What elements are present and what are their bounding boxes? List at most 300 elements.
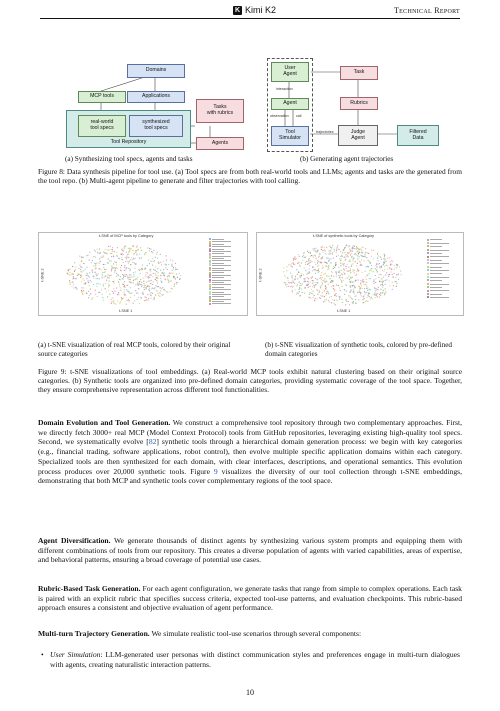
- tsne-point: [148, 277, 149, 278]
- real-world-specs-box: real-world tool specs: [78, 115, 126, 137]
- tsne-point: [304, 281, 305, 282]
- tsne-point: [150, 269, 151, 270]
- tsne-point: [319, 254, 320, 255]
- tsne-point: [133, 303, 134, 304]
- tsne-point: [135, 250, 136, 251]
- tsne-point: [127, 278, 128, 279]
- tsne-point: [324, 300, 325, 301]
- tsne-point: [338, 255, 339, 256]
- tsne-point: [98, 253, 99, 254]
- tsne-point: [322, 295, 323, 296]
- tsne-point: [152, 293, 153, 294]
- tsne-point: [78, 268, 79, 269]
- tsne-point: [69, 280, 70, 281]
- tsne-point: [328, 284, 329, 285]
- tsne-point: [362, 288, 363, 289]
- tsne-point: [362, 252, 363, 253]
- tsne-point: [130, 287, 131, 288]
- tsne-point: [90, 280, 91, 281]
- tsne-point: [351, 253, 352, 254]
- tsne-point: [289, 282, 290, 283]
- tsne-point: [124, 285, 125, 286]
- tsne-point: [297, 278, 298, 279]
- tsne-point: [88, 282, 89, 283]
- tsne-mcp-plot: [38, 232, 248, 316]
- tsne-point: [106, 291, 107, 292]
- tsne-point: [325, 295, 326, 296]
- tsne-point: [352, 286, 353, 287]
- tsne-point: [124, 247, 125, 248]
- tsne-point: [344, 273, 345, 274]
- tsne-point: [351, 290, 352, 291]
- tsne-point: [139, 270, 140, 271]
- tsne-point: [141, 284, 142, 285]
- tsne-point: [312, 276, 313, 277]
- tsne-point: [116, 267, 117, 268]
- tsne-point: [151, 251, 152, 252]
- tsne-point: [372, 298, 373, 299]
- tsne-point: [358, 279, 359, 280]
- tsne-point: [338, 271, 339, 272]
- tsne-point: [311, 255, 312, 256]
- tsne-point: [400, 270, 401, 271]
- tsne-point: [357, 271, 358, 272]
- tsne-point: [95, 272, 96, 273]
- tsne-point: [148, 278, 149, 279]
- tsne-point: [75, 266, 76, 267]
- tsne-point: [370, 289, 371, 290]
- tsne-point: [126, 285, 127, 286]
- tsne-point: [393, 273, 394, 274]
- tsne-point: [385, 280, 386, 281]
- tsne-point: [100, 261, 101, 262]
- tsne-point: [300, 266, 301, 267]
- tsne-point: [108, 290, 109, 291]
- tsne-point: [356, 265, 357, 266]
- tsne-point: [367, 290, 368, 291]
- tsne-point: [337, 300, 338, 301]
- tsne-point: [129, 300, 130, 301]
- tsne-point: [328, 267, 329, 268]
- tsne-point: [344, 294, 345, 295]
- tsne-point: [377, 253, 378, 254]
- tsne-point: [97, 249, 98, 250]
- tsne-point: [378, 289, 379, 290]
- tsne-point: [348, 256, 349, 257]
- tsne-point: [349, 261, 350, 262]
- tsne-point: [342, 277, 343, 278]
- tsne-point: [104, 269, 105, 270]
- tsne-point: [349, 248, 350, 249]
- tsne-point: [370, 263, 371, 264]
- tsne-point: [87, 281, 88, 282]
- citation-link[interactable]: 82: [148, 437, 157, 447]
- tsne-point: [100, 284, 101, 285]
- tsne-point: [336, 296, 337, 297]
- tsne-point: [321, 249, 322, 250]
- tsne-point: [144, 285, 145, 286]
- tsne-point: [158, 262, 159, 263]
- tsne-point: [285, 284, 286, 285]
- tsne-point: [380, 257, 381, 258]
- tsne-point: [120, 287, 121, 288]
- tsne-point: [134, 253, 135, 254]
- tsne-point: [98, 273, 99, 274]
- tsne-point: [102, 272, 103, 273]
- tsne-point: [365, 284, 366, 285]
- tsne-point: [385, 288, 386, 289]
- tsne-point: [157, 268, 158, 269]
- tsne-point: [69, 275, 70, 276]
- tsne-point: [300, 283, 301, 284]
- tsne-point: [334, 267, 335, 268]
- tsne-point: [352, 285, 353, 286]
- tsne-point: [121, 249, 122, 250]
- tsne-point: [307, 281, 308, 282]
- tsne-point: [299, 295, 300, 296]
- tsne-point: [325, 286, 326, 287]
- tsne-point: [150, 270, 151, 271]
- tsne-point: [359, 261, 360, 262]
- tsne-point: [336, 249, 337, 250]
- legend-swatch: [427, 296, 461, 299]
- tsne-point: [128, 263, 129, 264]
- tsne-point: [383, 271, 384, 272]
- tsne-point: [106, 269, 107, 270]
- tsne-point: [342, 252, 343, 253]
- tsne-synthetic-scatter: [267, 240, 417, 310]
- tsne-mcp-legend: [209, 238, 245, 305]
- tsne-point: [338, 249, 339, 250]
- tsne-point: [341, 273, 342, 274]
- tsne-point: [341, 258, 342, 259]
- figure8b-caption: (b) Generating agent trajectories: [300, 155, 394, 163]
- tsne-point: [164, 290, 165, 291]
- tsne-point: [314, 248, 315, 249]
- tsne-point: [308, 278, 309, 279]
- tsne-point: [147, 265, 148, 266]
- tsne-point: [309, 251, 310, 252]
- tsne-point: [163, 289, 164, 290]
- tsne-point: [326, 287, 327, 288]
- tsne-point: [143, 294, 144, 295]
- tsne-point: [352, 282, 353, 283]
- tsne-point: [292, 291, 293, 292]
- page-number: 10: [246, 688, 254, 697]
- judge-agent-box: Judge Agent: [338, 125, 378, 146]
- tsne-point: [316, 289, 317, 290]
- tsne-point: [141, 298, 142, 299]
- tsne-point: [155, 266, 156, 267]
- tsne-point: [145, 269, 146, 270]
- tsne-point: [378, 277, 379, 278]
- tsne-point: [89, 252, 90, 253]
- tsne-point: [350, 261, 351, 262]
- paragraph-heading: Agent Diversification.: [38, 536, 111, 545]
- tsne-point: [114, 261, 115, 262]
- tsne-point: [379, 274, 380, 275]
- tsne-point: [318, 257, 319, 258]
- tsne-point: [305, 264, 306, 265]
- tsne-point: [72, 266, 73, 267]
- tsne-point: [336, 284, 337, 285]
- figure8a-caption: (a) Synthesizing tool specs, agents and tasks: [65, 155, 193, 163]
- tsne-point: [331, 275, 332, 276]
- tsne-point: [369, 278, 370, 279]
- tsne-point: [283, 267, 284, 268]
- tsne-point: [371, 268, 372, 269]
- tsne-point: [123, 250, 124, 251]
- tsne-point: [295, 256, 296, 257]
- tsne-point: [381, 278, 382, 279]
- figure-link[interactable]: 9: [213, 466, 218, 476]
- tsne-point: [345, 260, 346, 261]
- tsne-point: [322, 256, 323, 257]
- tsne-point: [375, 265, 376, 266]
- tsne-point: [339, 299, 340, 300]
- tsne-point: [123, 262, 124, 263]
- tsne-point: [121, 265, 122, 266]
- tsne-point: [365, 252, 366, 253]
- tsne-point: [291, 276, 292, 277]
- tsne-point: [292, 275, 293, 276]
- tsne-point: [290, 272, 291, 273]
- tsne-point: [332, 268, 333, 269]
- tsne-point: [332, 252, 333, 253]
- tsne-point: [95, 251, 96, 252]
- tsne-point: [331, 302, 332, 303]
- tsne-point: [160, 270, 161, 271]
- tsne-point: [134, 262, 135, 263]
- tsne-point: [81, 261, 82, 262]
- tsne-point: [96, 268, 97, 269]
- tsne-point: [123, 298, 124, 299]
- tsne-point: [305, 270, 306, 271]
- tsne-point: [315, 258, 316, 259]
- tsne-point: [342, 286, 343, 287]
- tsne-point: [160, 278, 161, 279]
- tsne-point: [369, 293, 370, 294]
- tsne-point: [285, 282, 286, 283]
- tsne-point: [373, 258, 374, 259]
- tsne-point: [310, 282, 311, 283]
- tsne-point: [104, 276, 105, 277]
- tsne-point: [106, 280, 107, 281]
- tsne-point: [315, 273, 316, 274]
- tsne-point: [284, 275, 285, 276]
- tsne-point: [377, 264, 378, 265]
- tsne-point: [112, 251, 113, 252]
- tsne-point: [320, 298, 321, 299]
- section-title: Technical Report: [394, 6, 460, 15]
- tsne-point: [333, 286, 334, 287]
- tsne-point: [357, 269, 358, 270]
- tsne-point: [328, 268, 329, 269]
- tsne-point: [351, 281, 352, 282]
- tsne-point: [126, 289, 127, 290]
- tsne-point: [328, 254, 329, 255]
- tsne-point: [325, 289, 326, 290]
- tsne-point: [93, 276, 94, 277]
- tsne-point: [154, 260, 155, 261]
- tool-simulator-box: Tool Simulator: [271, 126, 309, 146]
- tsne-point: [332, 245, 333, 246]
- tsne-synthetic-title: t-SNE of synthetic tools by Category: [313, 234, 374, 238]
- tsne-point: [353, 245, 354, 246]
- tsne-point: [118, 293, 119, 294]
- tsne-point: [171, 264, 172, 265]
- tsne-point: [169, 281, 170, 282]
- tsne-point: [80, 277, 81, 278]
- tsne-point: [133, 280, 134, 281]
- tsne-point: [169, 272, 170, 273]
- tsne-point: [135, 290, 136, 291]
- tsne-point: [140, 273, 141, 274]
- tsne-point: [90, 289, 91, 290]
- tsne-point: [139, 281, 140, 282]
- tsne-point: [350, 297, 351, 298]
- tsne-point: [345, 259, 346, 260]
- tsne-point: [329, 252, 330, 253]
- tsne-point: [158, 275, 159, 276]
- tsne-point: [335, 304, 336, 305]
- tsne-point: [330, 247, 331, 248]
- tsne-point: [302, 292, 303, 293]
- tsne-point: [83, 263, 84, 264]
- tsne-point: [298, 254, 299, 255]
- tsne-point: [309, 271, 310, 272]
- tsne-point: [310, 256, 311, 257]
- tsne-point: [108, 274, 109, 275]
- tsne-point: [137, 250, 138, 251]
- tsne-point: [173, 272, 174, 273]
- tsne-point: [169, 276, 170, 277]
- tsne-point: [114, 251, 115, 252]
- tsne-point: [353, 258, 354, 259]
- tsne-point: [73, 284, 74, 285]
- tsne-point: [393, 277, 394, 278]
- tsne-point: [150, 295, 151, 296]
- tsne-point: [143, 277, 144, 278]
- tsne-point: [123, 276, 124, 277]
- tsne-point: [384, 260, 385, 261]
- tsne-point: [396, 274, 397, 275]
- paragraph-agent-diversification: [38, 536, 462, 565]
- tsne-point: [100, 252, 101, 253]
- tsne-point: [149, 288, 150, 289]
- tsne-point: [317, 262, 318, 263]
- tsne-point: [128, 300, 129, 301]
- tsne-point: [354, 285, 355, 286]
- tsne-point: [386, 279, 387, 280]
- tsne-point: [338, 267, 339, 268]
- tsne-point: [328, 261, 329, 262]
- tsne-point: [367, 260, 368, 261]
- applications-box: Applications: [127, 91, 185, 103]
- tsne-point: [315, 256, 316, 257]
- tsne-point: [366, 257, 367, 258]
- tsne-point: [160, 280, 161, 281]
- tsne-point: [309, 268, 310, 269]
- tsne-point: [360, 262, 361, 263]
- tsne-point: [297, 293, 298, 294]
- tsne-point: [137, 282, 138, 283]
- tsne-point: [156, 290, 157, 291]
- tsne-point: [156, 271, 157, 272]
- tsne-point: [80, 271, 81, 272]
- tsne-point: [320, 295, 321, 296]
- tsne-point: [128, 291, 129, 292]
- tsne-point: [103, 264, 104, 265]
- figure9-caption: Figure 9: t-SNE visualizations of tool embeddings. (a) Real-world MCP tools exhibit natural clustering based on their original source categories. (b) Synthetic tools are organized into pre-defined domain categories, providing systematic coverage of the tool space. Together, they ensure comprehensive representation across different tool functionalities.: [38, 367, 462, 395]
- tsne-point: [333, 303, 334, 304]
- tsne-point: [80, 275, 81, 276]
- tsne-point: [290, 265, 291, 266]
- tsne-point: [142, 292, 143, 293]
- tsne-point: [384, 293, 385, 294]
- tsne-point: [170, 291, 171, 292]
- tsne-point: [392, 289, 393, 290]
- tsne-point: [140, 269, 141, 270]
- tsne-point: [73, 276, 74, 277]
- tsne-point: [384, 269, 385, 270]
- tsne-point: [93, 284, 94, 285]
- tsne-point: [324, 278, 325, 279]
- tsne-point: [304, 278, 305, 279]
- tsne-point: [96, 283, 97, 284]
- tsne-point: [88, 291, 89, 292]
- tsne-point: [164, 272, 165, 273]
- tsne-point: [138, 249, 139, 250]
- tsne-point: [352, 251, 353, 252]
- tsne-point: [76, 278, 77, 279]
- tsne-point: [367, 301, 368, 302]
- tsne-point: [304, 293, 305, 294]
- tsne-point: [140, 279, 141, 280]
- tsne-point: [118, 281, 119, 282]
- tsne-point: [352, 247, 353, 248]
- tsne-point: [155, 279, 156, 280]
- tsne-point: [136, 293, 137, 294]
- tsne-point: [293, 263, 294, 264]
- tsne-point: [79, 274, 80, 275]
- tsne-point: [367, 297, 368, 298]
- tsne-point: [156, 278, 157, 279]
- tsne-point: [335, 262, 336, 263]
- tsne-point: [117, 268, 118, 269]
- tsne-point: [321, 272, 322, 273]
- tsne-point: [366, 300, 367, 301]
- tsne-point: [324, 301, 325, 302]
- tsne-point: [329, 297, 330, 298]
- tsne-point: [379, 267, 380, 268]
- tsne-point: [99, 278, 100, 279]
- tsne-point: [110, 253, 111, 254]
- tsne-point: [384, 262, 385, 263]
- brand-name: Kimi K2: [245, 5, 277, 15]
- tsne-point: [357, 263, 358, 264]
- tsne-point: [155, 287, 156, 288]
- tsne-point: [360, 282, 361, 283]
- tsne-point: [306, 261, 307, 262]
- tsne-point: [171, 273, 172, 274]
- tsne-point: [356, 248, 357, 249]
- tsne-point: [317, 260, 318, 261]
- tsne-point: [323, 280, 324, 281]
- tsne-point: [352, 263, 353, 264]
- tsne-point: [373, 294, 374, 295]
- tsne-point: [396, 267, 397, 268]
